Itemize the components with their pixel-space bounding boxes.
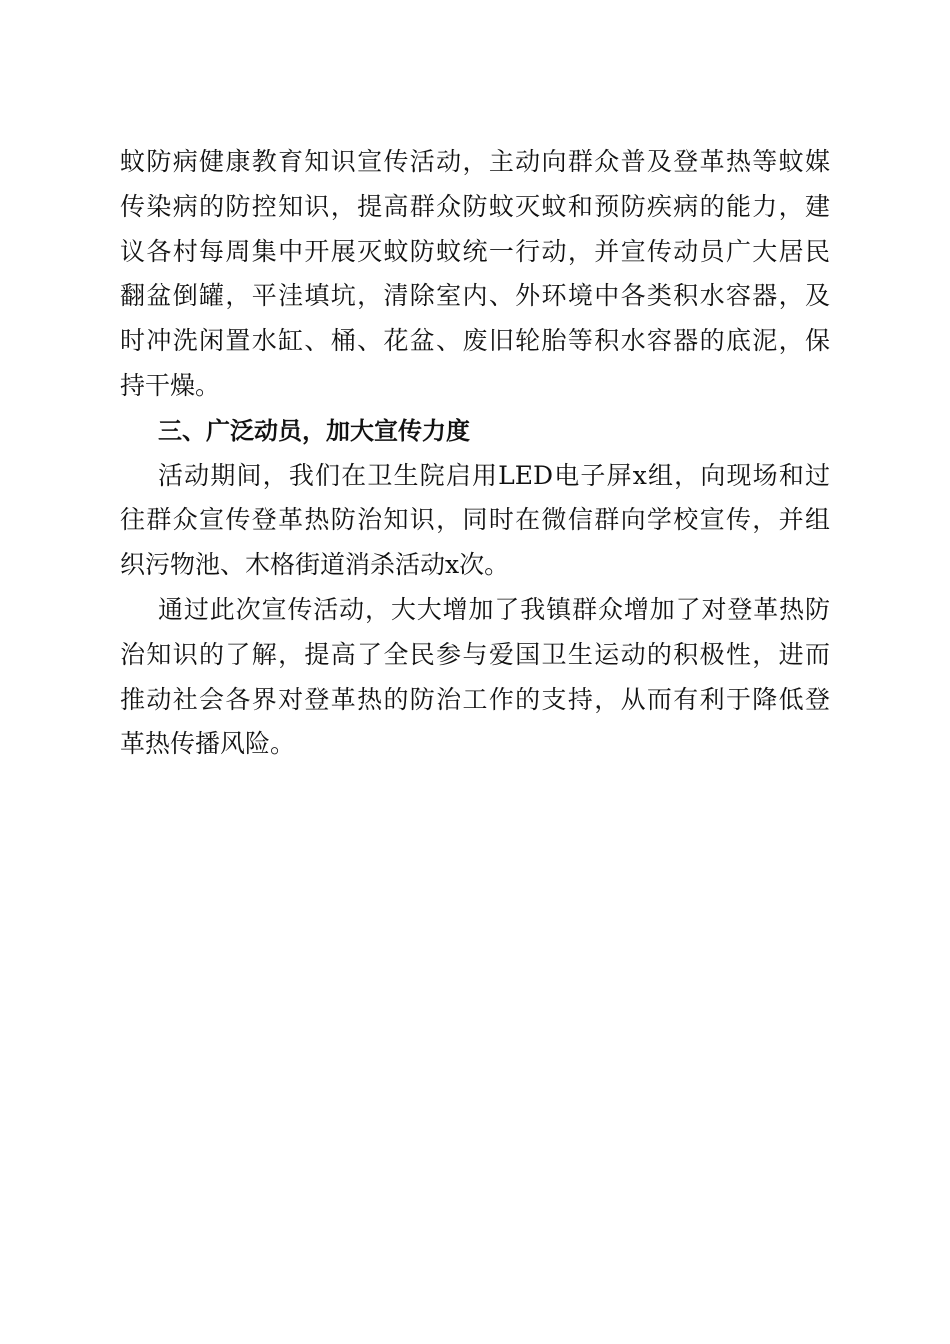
document-body (120, 140, 830, 767)
paragraph-line: 革热传播风险。 (120, 729, 296, 759)
paragraph-line: 织污物池、木格街道消杀活动x次。 (120, 550, 510, 580)
paragraph-line: 推动社会各界对登革热的防治工作的支持，从而有利于降低登 (120, 684, 830, 714)
paragraph-line: 治知识的了解，提高了全民参与爱国卫生运动的积极性，进而 (120, 639, 830, 669)
paragraph-line: 通过此次宣传活动，大大增加了我镇群众增加了对登革热防 (158, 594, 830, 624)
section-heading-3: 三、广泛动员，加大宣传力度 (158, 416, 470, 445)
paragraph-conclusion (120, 588, 830, 767)
paragraph-line: 时冲洗闲置水缸、桶、花盆、废旧轮胎等积水容器的底泥，保 (120, 326, 830, 356)
paragraph-line: 持干燥。 (120, 370, 221, 400)
paragraph-line: 往群众宣传登革热防治知识，同时在微信群向学校宣传，并组 (120, 505, 830, 535)
paragraph-mosquito-prevention (120, 140, 830, 409)
paragraph-line: 翻盆倒罐，平洼填坑，清除室内、外环境中各类积水容器，及 (120, 281, 830, 311)
paragraph-line: 传染病的防控知识，提高群众防蚊灭蚊和预防疾病的能力，建 (120, 191, 830, 221)
paragraph-activity-period (120, 454, 830, 588)
paragraph-line: 议各村每周集中开展灭蚊防蚊统一行动，并宣传动员广大居民 (120, 236, 830, 266)
paragraph-line: 活动期间，我们在卫生院启用LED电子屏x组，向现场和过 (158, 460, 830, 490)
paragraph-line: 蚊防病健康教育知识宣传活动，主动向群众普及登革热等蚊媒 (120, 147, 830, 176)
